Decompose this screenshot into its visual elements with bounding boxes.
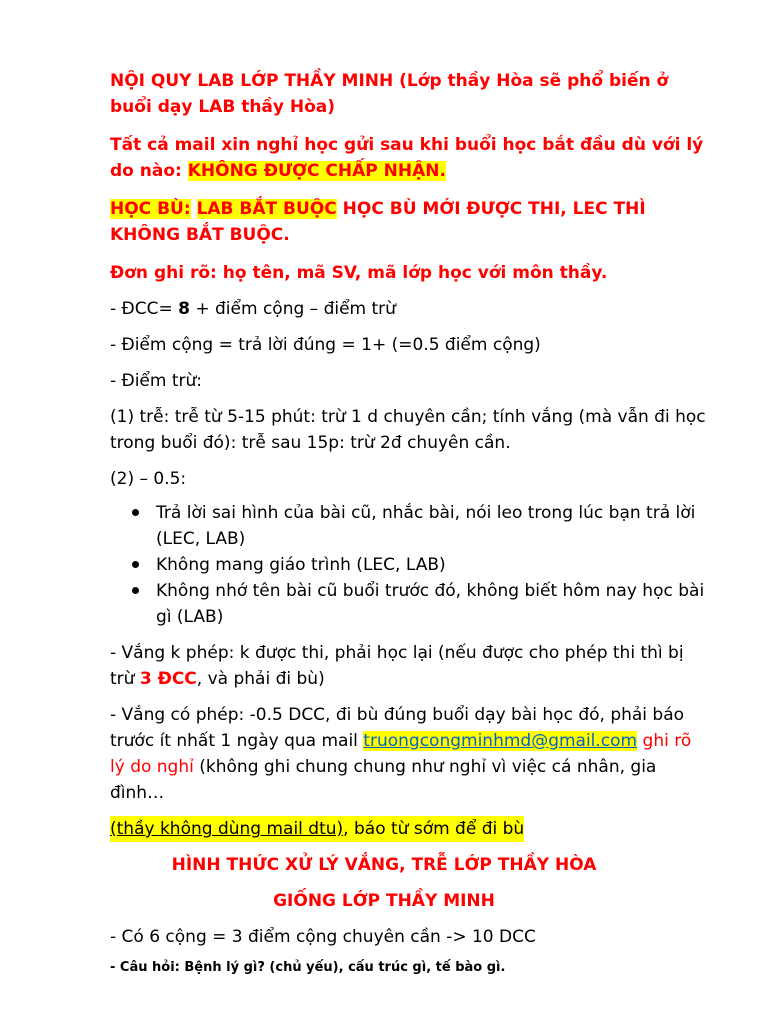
penalty-list bbox=[110, 500, 708, 630]
minus-half-label: (2) – 0.5: bbox=[110, 469, 187, 489]
form-note: Đơn ghi rõ: họ tên, mã SV, mã lớp học với môn thầy. bbox=[110, 263, 608, 283]
absent-excused-text: - Vắng có phép: -0.5 DCC, đi bù đúng buổi dạy bài học đó, phải báo trước ít nhất 1 ngày qua mail bbox=[110, 705, 685, 751]
makeup-label: HỌC BÙ: bbox=[110, 199, 191, 219]
heading-same: GIỐNG LỚP THẦY MINH bbox=[273, 891, 495, 911]
absent-unexcused-penalty: 3 ĐCC bbox=[139, 669, 197, 689]
dcc-suffix: + điểm cộng – điểm trừ bbox=[189, 299, 396, 319]
absent-unexcused-suffix: , và phải đi bù) bbox=[196, 669, 325, 689]
report-early: , báo từ sớm để đi bù bbox=[343, 819, 525, 839]
absent-excused-rest: (không ghi chung chung như nghỉ vì việc cá nhân, gia đình… bbox=[110, 757, 657, 803]
makeup-lab: LAB BẮT BUỘC bbox=[196, 199, 337, 219]
list-item: Không mang giáo trình (LEC, LAB) bbox=[156, 552, 708, 578]
dcc-base: 8 bbox=[178, 299, 190, 319]
six-plus-rule: - Có 6 cộng = 3 điểm cộng chuyên cần -> 10 DCC bbox=[110, 927, 536, 947]
heading-hoa: HÌNH THỨC XỬ LÝ VẮNG, TRỄ LỚP THẦY HÒA bbox=[171, 855, 597, 875]
late-rule: (1) trễ: trễ từ 5-15 phút: trừ 1 d chuyên cần; tính vắng (mà vẫn đi học trong buổi đó): trễ sau 15p: trừ 2đ chuyên cần. bbox=[110, 407, 706, 453]
mail-rule-highlight: KHÔNG ĐƯỢC CHẤP NHẬN. bbox=[187, 161, 446, 181]
absent-excused-red: ghi rõ lý do nghỉ bbox=[110, 731, 692, 777]
dcc-prefix: - ĐCC= bbox=[110, 299, 179, 319]
list-item: Không nhớ tên bài cũ buổi trước đó, không biết hôm nay học bài gì (LAB) bbox=[156, 578, 708, 630]
mail-rule bbox=[110, 132, 708, 184]
mail-rule-text: Tất cả mail xin nghỉ học gửi sau khi buổi học bắt đầu dù với lý do nào: bbox=[110, 135, 704, 181]
makeup-rule bbox=[110, 196, 708, 248]
absent-unexcused bbox=[110, 640, 708, 692]
plus-rule: - Điểm cộng = trả lời đúng = 1+ (=0.5 điểm cộng) bbox=[110, 335, 541, 355]
question-note: - Câu hỏi: Bệnh lý gì? (chủ yếu), cấu trúc gì, tế bào gì. bbox=[110, 960, 506, 975]
makeup-rest: HỌC BÙ MỚI ĐƯỢC THI, LEC THÌ KHÔNG BẮT BUỘC. bbox=[110, 199, 646, 245]
doc-title: NỘI QUY LAB LỚP THẦY MINH (Lớp thầy Hòa sẽ phổ biến ở buổi dạy LAB thầy Hòa) bbox=[110, 71, 669, 117]
minus-label: - Điểm trừ: bbox=[110, 371, 203, 391]
absent-excused bbox=[110, 702, 708, 806]
no-dtu-mail: (thầy không dùng mail dtu) bbox=[110, 819, 344, 839]
absent-unexcused-text: - Vắng k phép: k được thi, phải học lại (nếu được cho phép thi thì bị trừ bbox=[110, 643, 684, 689]
dcc-formula bbox=[110, 296, 708, 322]
list-item: Trả lời sai hình của bài cũ, nhắc bài, nói leo trong lúc bạn trả lời (LEC, LAB) bbox=[156, 500, 708, 552]
report-line bbox=[110, 816, 524, 842]
email-link[interactable]: truongcongminhmd@gmail.com bbox=[363, 731, 638, 751]
